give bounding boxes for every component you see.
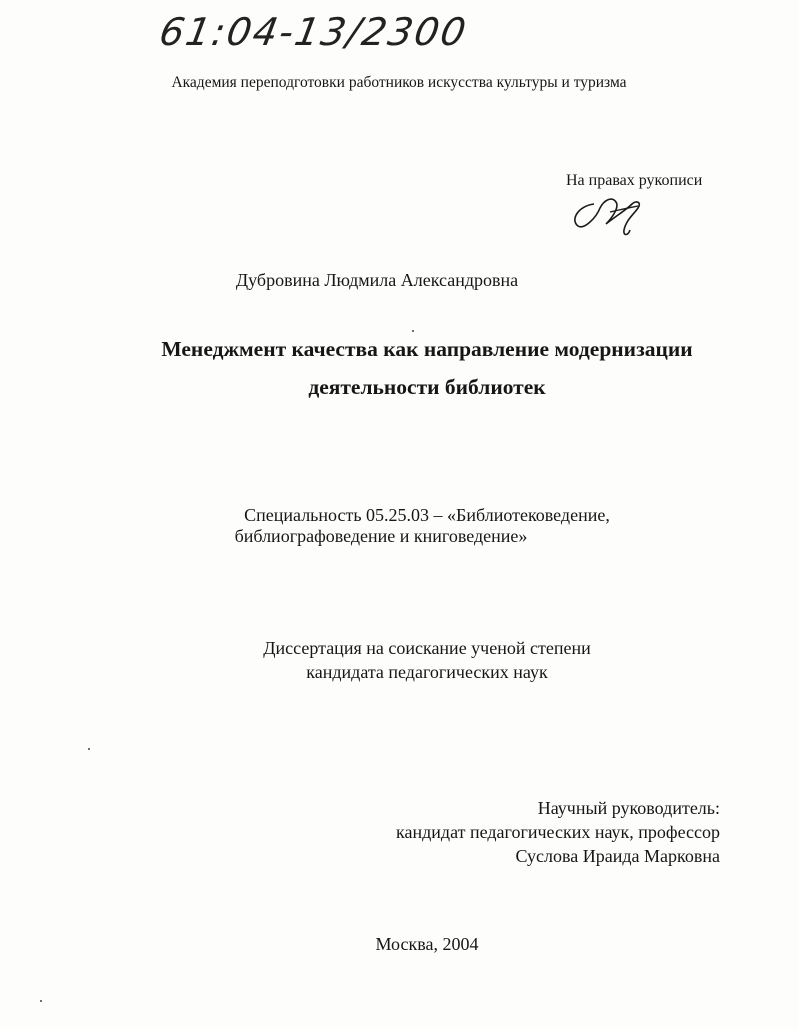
handwritten-registration-number: 61:04-13/2300 — [156, 10, 471, 54]
organization-name: Академия переподготовки работников искусства культуры и туризма — [171, 74, 627, 91]
dissertation-title-line-2: деятельности библиотек — [308, 375, 546, 399]
signature-icon — [566, 190, 656, 240]
scan-speck — [40, 1000, 42, 1002]
scan-speck — [88, 748, 90, 750]
specialty-line-2: библиографоведение и книговедение» — [234, 526, 528, 546]
supervisor-name: Суслова Ираида Марковна — [515, 846, 720, 866]
city-and-year: Москва, 2004 — [375, 934, 479, 954]
scan-speck — [412, 330, 414, 332]
degree-statement-line-1: Диссертация на соискание ученой степени — [263, 638, 591, 658]
supervisor-degree: кандидат педагогических наук, профессор — [396, 822, 720, 842]
manuscript-rights-note: На правах рукописи — [566, 172, 703, 189]
dissertation-title-line-1: Менеджмент качества как направление модернизации — [161, 337, 693, 361]
supervisor-label: Научный руководитель: — [537, 798, 720, 818]
specialty-line-1: Специальность 05.25.03 – «Библиотековедение, — [244, 505, 610, 525]
author-name: Дубровина Людмила Александровна — [235, 270, 519, 290]
degree-statement-line-2: кандидата педагогических наук — [306, 662, 548, 682]
